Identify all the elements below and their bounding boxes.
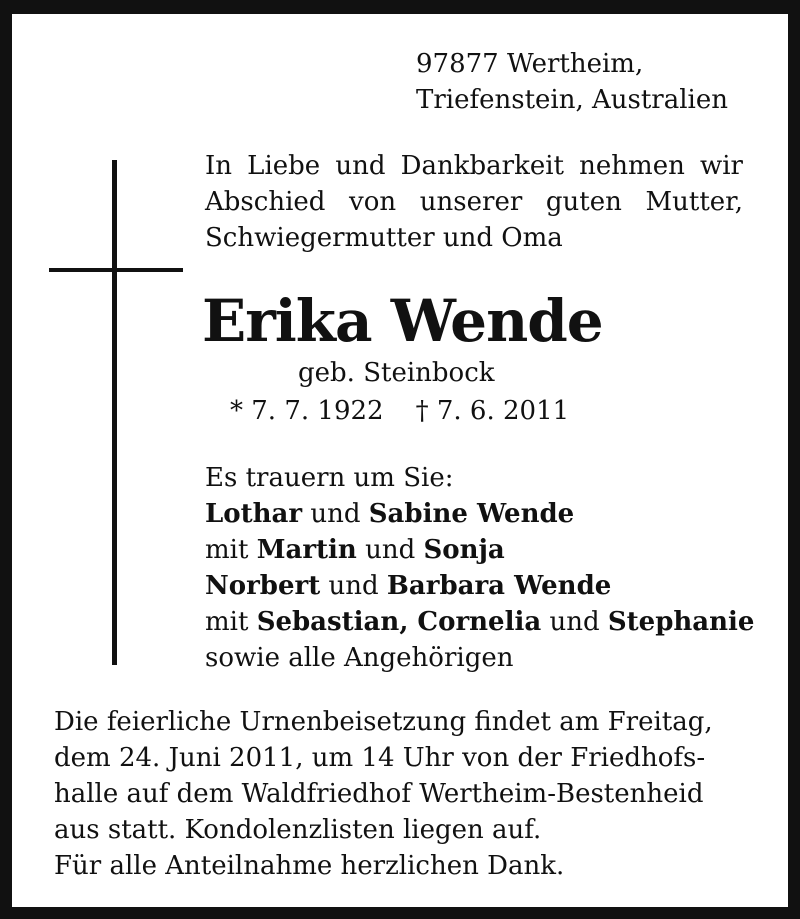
mourner-text: und xyxy=(356,535,424,565)
mourners-heading: Es trauern um Sie: xyxy=(205,463,454,493)
mourner-name: Sabine Wende xyxy=(368,499,575,529)
mourner-line xyxy=(205,604,754,640)
address-line-1: 97877 Wertheim, xyxy=(416,49,644,79)
mourner-name: Barbara Wende xyxy=(386,571,612,601)
footer-line-4: aus statt. Kondolenzlisten liegen auf. xyxy=(54,815,542,845)
mourner-line xyxy=(205,568,754,604)
address-line-2: Triefenstein, Australien xyxy=(416,85,728,115)
birth-name: geb. Steinbock xyxy=(298,358,495,388)
mourner-name: Sebastian xyxy=(256,607,400,637)
mourner-text: mit xyxy=(205,607,257,637)
death-date: † 7. 6. 2011 xyxy=(415,396,570,426)
mourner-name: Stephanie xyxy=(607,607,755,637)
mourner-name: Martin xyxy=(256,535,357,565)
funeral-notice xyxy=(54,704,713,884)
footer-line-1: Die feierliche Urnenbeisetzung findet am Freitag, xyxy=(54,707,713,737)
mourner-name: Cornelia xyxy=(417,607,542,637)
cross-icon xyxy=(112,160,117,665)
footer-line-2: dem 24. Juni 2011, um 14 Uhr von der Friedhofs- xyxy=(54,743,706,773)
mourners-block xyxy=(205,460,754,676)
mourner-text: und xyxy=(302,499,369,529)
mourner-line xyxy=(205,496,754,532)
life-dates xyxy=(230,393,569,429)
intro-line-2: Abschied von unserer guten Mutter, xyxy=(205,187,743,217)
intro-line-3: Schwiegermutter und Oma xyxy=(205,223,563,253)
mourner-name: Sonja xyxy=(423,535,505,565)
footer-line-3: halle auf dem Waldfriedhof Wertheim-Bestenheid xyxy=(54,779,704,809)
mourner-name: , xyxy=(399,607,418,637)
intro-text xyxy=(205,148,743,256)
deceased-name: Erika Wende xyxy=(202,287,603,355)
mourner-text: mit xyxy=(205,535,257,565)
mourner-text: sowie alle Angehörigen xyxy=(205,643,514,673)
mourner-name: Lothar xyxy=(205,499,303,529)
address-block xyxy=(416,46,728,118)
mourner-line xyxy=(205,640,754,676)
mourner-name: Norbert xyxy=(205,571,321,601)
mourner-line xyxy=(205,532,754,568)
birth-date: * 7. 7. 1922 xyxy=(230,396,384,426)
footer-line-5: Für alle Anteilnahme herzlichen Dank. xyxy=(54,851,565,881)
cross-icon-crossbar xyxy=(49,268,183,272)
mourner-text: und xyxy=(320,571,387,601)
intro-line-1: In Liebe und Dankbarkeit nehmen wir xyxy=(205,151,743,181)
mourners-list xyxy=(205,496,754,676)
mourner-text: und xyxy=(541,607,608,637)
